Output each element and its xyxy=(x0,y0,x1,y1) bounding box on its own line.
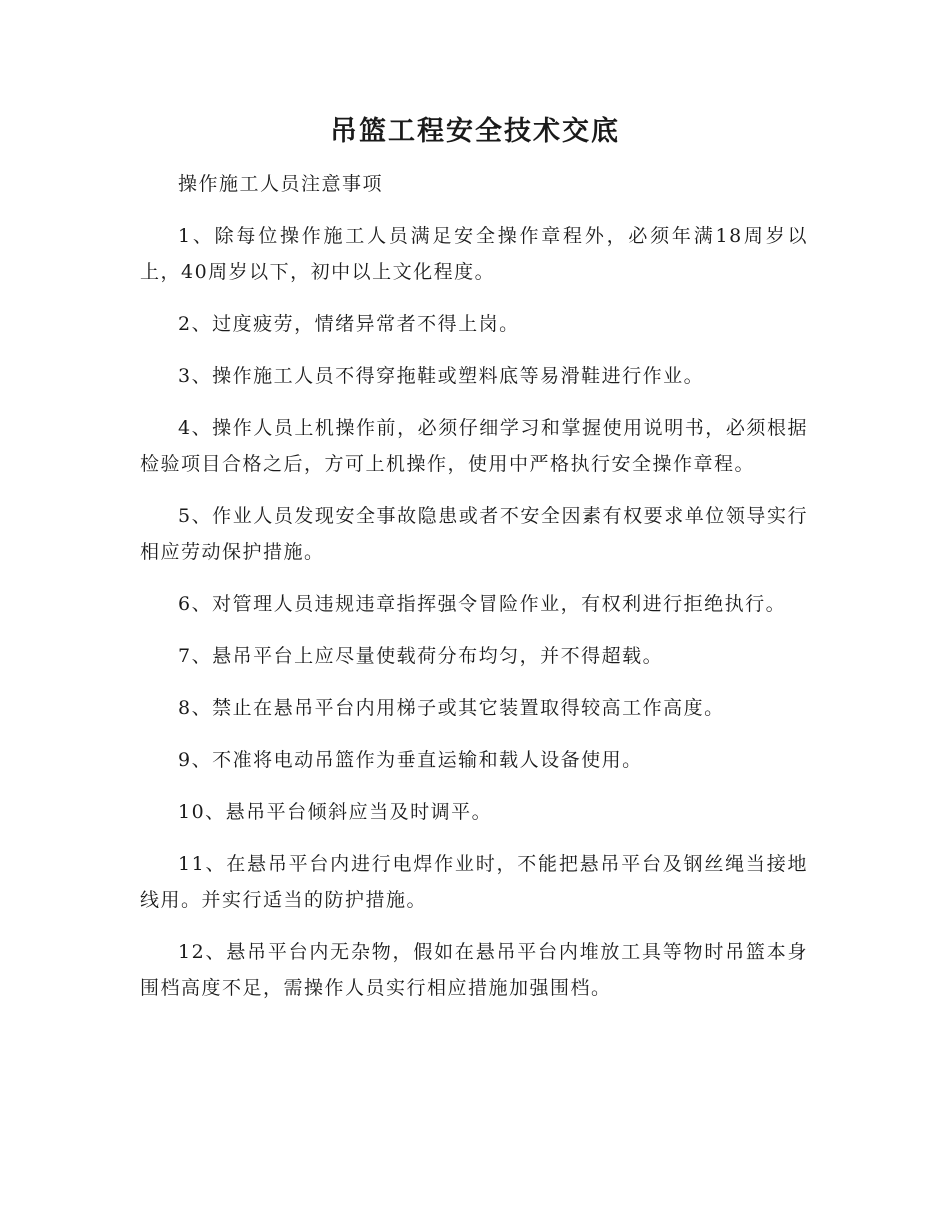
safety-item-2: 2、过度疲劳，情绪异常者不得上岗。 xyxy=(178,313,520,335)
document-body xyxy=(140,166,808,1006)
safety-item-11: 11、在悬吊平台内进行电焊作业时，不能把悬吊平台及钢丝绳当接地线用。并实行适当的防护措施。 xyxy=(140,853,808,911)
safety-item-8: 8、禁止在悬吊平台内用梯子或其它装置取得较高工作高度。 xyxy=(178,697,725,719)
safety-item-6: 6、对管理人员违规违章指挥强令冒险作业，有权利进行拒绝执行。 xyxy=(178,593,787,615)
document-title: 吊篮工程安全技术交底 xyxy=(330,116,620,147)
safety-item-3: 3、操作施工人员不得穿拖鞋或塑料底等易滑鞋进行作业。 xyxy=(178,365,705,387)
section-subheading: 操作施工人员注意事项 xyxy=(178,173,384,195)
safety-item-1: 1、除每位操作施工人员满足安全操作章程外，必须年满18周岁以上，40周岁以下，初中以上文化程度。 xyxy=(140,225,808,283)
safety-item-5: 5、作业人员发现安全事故隐患或者不安全因素有权要求单位领导实行相应劳动保护措施。 xyxy=(140,505,808,563)
safety-item-4: 4、操作人员上机操作前，必须仔细学习和掌握使用说明书，必须根据检验项目合格之后，方可上机操作，使用中严格执行安全操作章程。 xyxy=(140,417,808,475)
safety-item-7: 7、悬吊平台上应尽量使载荷分布均匀，并不得超载。 xyxy=(178,645,664,667)
safety-item-9: 9、不准将电动吊篮作为垂直运输和载人设备使用。 xyxy=(178,749,643,771)
safety-item-10: 10、悬吊平台倾斜应当及时调平。 xyxy=(178,801,493,823)
safety-item-12: 12、悬吊平台内无杂物，假如在悬吊平台内堆放工具等物时吊篮本身围档高度不足，需操作人员实行相应措施加强围档。 xyxy=(140,941,808,999)
